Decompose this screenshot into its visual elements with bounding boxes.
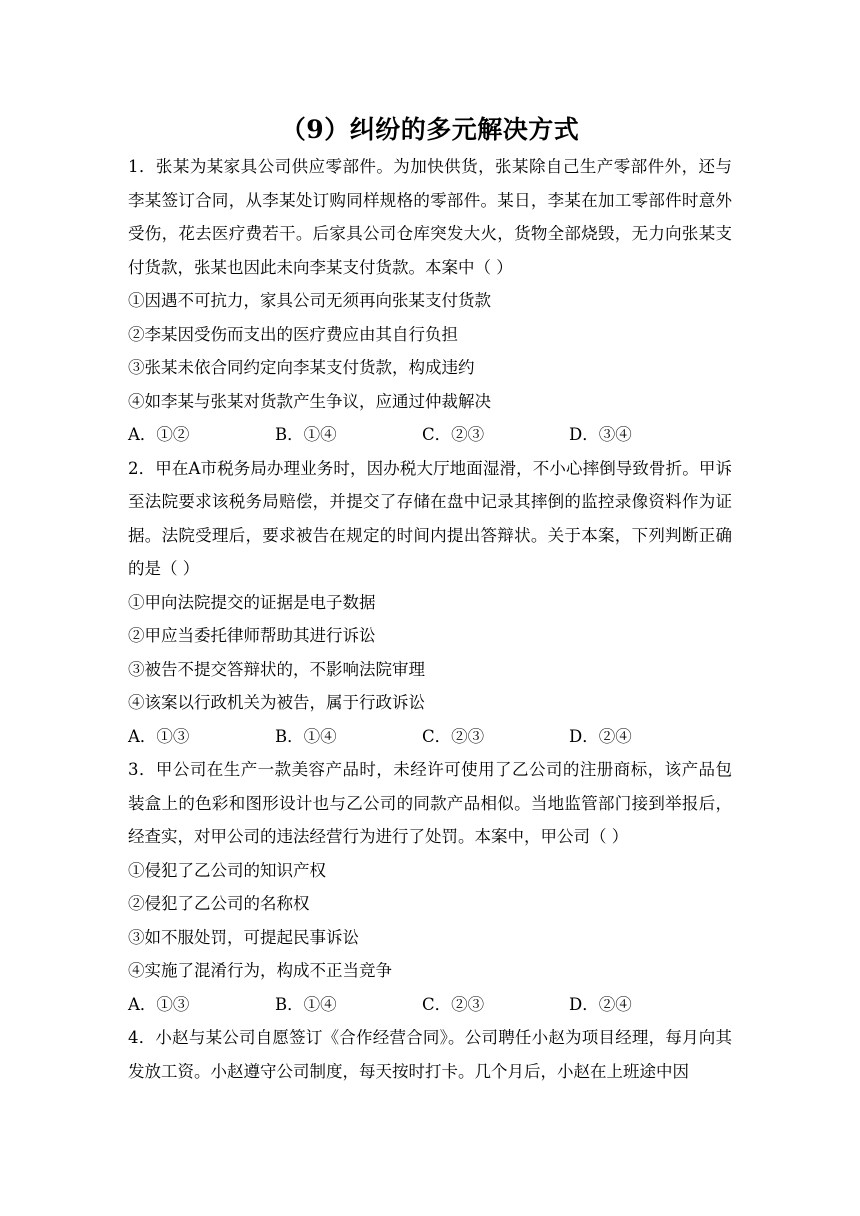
- answer-choice-b: B．①④: [275, 994, 337, 1014]
- answer-choice-a: A．①②: [128, 425, 190, 444]
- answer-choice-b: B．①④: [275, 425, 337, 444]
- page-title: （9）纠纷的多元解决方式: [280, 115, 580, 144]
- statement-option: ④实施了混淆行为，构成不正当竞争: [128, 961, 392, 980]
- answer-choice-d: D．②④: [569, 726, 632, 746]
- statement-option: ①因遇不可抗力，家具公司无须再向张某支付货款: [128, 291, 491, 310]
- answer-choice-a: A．①③: [128, 726, 190, 746]
- question-stem: 2．甲在A市税务局办理业务时，因办税大厅地面湿滑，不小心摔倒导致骨折。甲诉至法院要求该税务局赔偿，并提交了存储在盘中记录其摔倒的监控录像资料作为证据。法院受理后，要求被告在规定的时间内提出答辩状。关于本案，下列判断正确的是（ ）: [128, 458, 732, 578]
- question-stem: 1．张某为某家具公司供应零部件。为加快供货，张某除自己生产零部件外，还与李某签订合同，从李某处订购同样规格的零部件。某日，李某在加工零部件时意外受伤，花去医疗费若干。后家具公司仓库突发大火，货物全部烧毁，无力向张某支付货款，张某也因此未向李某支付货款。本案中（ ）: [128, 157, 732, 277]
- answer-choices: [128, 720, 732, 754]
- statement-option: ①侵犯了乙公司的知识产权: [128, 860, 326, 880]
- answer-choice-b: B．①④: [275, 726, 337, 746]
- question-1: [128, 150, 732, 452]
- statement-option: ③被告不提交答辩状的，不影响法院审理: [128, 659, 425, 679]
- statement-option: ④该案以行政机关为被告，属于行政诉讼: [128, 693, 425, 712]
- answer-choice-c: C．②③: [422, 726, 485, 746]
- statement-option: ③如不服处罚，可提起民事诉讼: [128, 927, 359, 947]
- statement-option: ②李某因受伤而支出的医疗费应由其自行负担: [128, 324, 458, 344]
- answer-choice-a: A．①③: [128, 994, 190, 1014]
- answer-choice-d: D．③④: [569, 425, 632, 444]
- statement-option: ①甲向法院提交的证据是电子数据: [128, 592, 376, 612]
- statement-option: ④如李某与张某对货款产生争议，应通过仲裁解决: [128, 391, 491, 411]
- question-3: [128, 753, 732, 1021]
- statement-option: ②甲应当委托律师帮助其进行诉讼: [128, 626, 376, 645]
- statement-option: ③张某未依合同约定向李某支付货款，构成违约: [128, 358, 475, 377]
- answer-choice-c: C．②③: [422, 425, 485, 444]
- answer-choices: [128, 418, 732, 452]
- question-list: [128, 150, 732, 1088]
- statement-option: ②侵犯了乙公司的名称权: [128, 894, 310, 913]
- question-4: [128, 1021, 732, 1088]
- answer-choice-d: D．②④: [569, 994, 632, 1014]
- question-2: [128, 452, 732, 754]
- question-stem: 4．小赵与某公司自愿签订《合作经营合同》。公司聘任小赵为项目经理，每月向其发放工资。小赵遵守公司制度，每天按时打卡。几个月后，小赵在上班途中因: [128, 1028, 732, 1081]
- question-stem: 3．甲公司在生产一款美容产品时，未经许可使用了乙公司的注册商标，该产品包装盒上的色彩和图形设计也与乙公司的同款产品相似。当地监管部门接到举报后，经查实，对甲公司的违法经营行为进行了处罚。本案中，甲公司（ ）: [128, 760, 732, 846]
- answer-choices: [128, 988, 732, 1022]
- answer-choice-c: C．②③: [422, 994, 485, 1014]
